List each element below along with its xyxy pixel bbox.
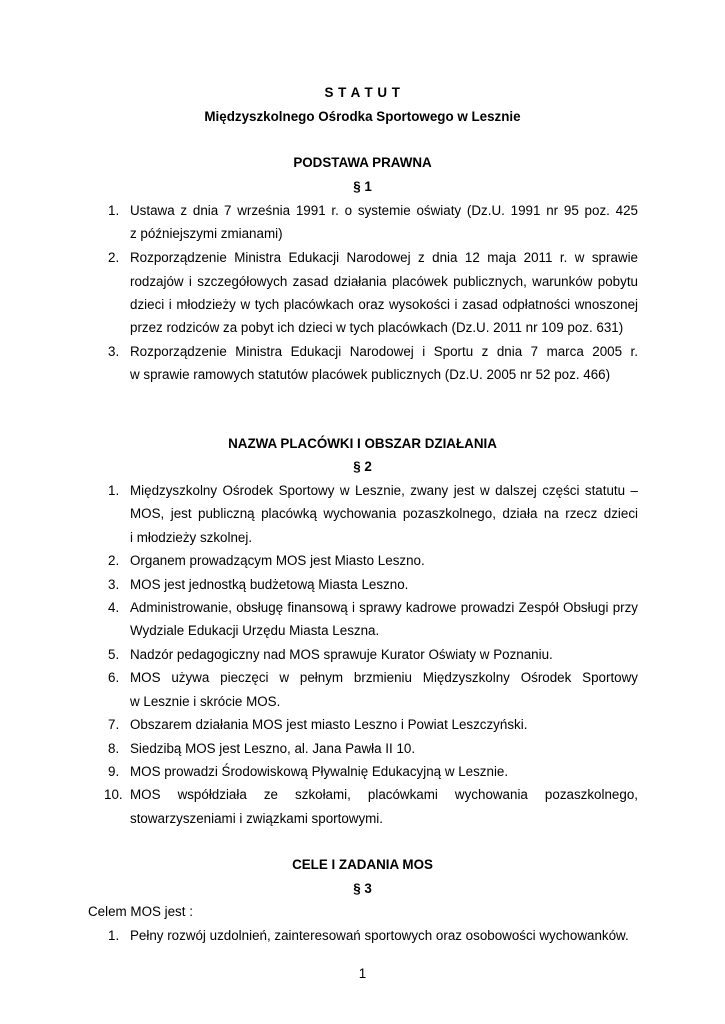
list-item-number: 1. [108, 928, 120, 943]
list-item-number: 1. [108, 203, 120, 218]
list-item-line: i młodzieży szkolnej. [130, 530, 253, 545]
list-item-number: 7. [108, 717, 120, 732]
paragraph-number: § 2 [353, 459, 372, 474]
document-subtitle: Międzyszkolnego Ośrodka Sportowego w Lesznie [204, 109, 521, 124]
list-item-line: MOS jest jednostką budżetową Miasta Leszno. [130, 577, 409, 592]
list-item-line: Siedzibą MOS jest Leszno, al. Jana Pawła II 10. [130, 741, 416, 756]
list-item-line: Organem prowadzącym MOS jest Miasto Leszno. [130, 553, 425, 568]
list-item-line: Międzyszkolny Ośrodek Sportowy w Lesznie, zwany jest w dalszej części statutu – [130, 483, 638, 498]
section-heading: CELE I ZADANIA MOS [292, 857, 433, 872]
list-item-line: Administrowanie, obsługę finansową i sprawy kadrowe prowadzi Zespół Obsługi przy [130, 600, 638, 615]
list-item-line: Ustawa z dnia 7 września 1991 r. o systemie oświaty (Dz.U. 1991 nr 95 poz. 425 [130, 203, 638, 218]
list-item-number: 4. [108, 600, 120, 615]
list-item-number: 3. [108, 344, 120, 359]
list-item-number: 2. [108, 250, 120, 265]
section-heading: PODSTAWA PRAWNA [293, 155, 432, 170]
list-item-line: Nadzór pedagogiczny nad MOS sprawuje Kurator Oświaty w Poznaniu. [130, 647, 553, 662]
document-title: S T A T U T [324, 85, 401, 100]
list-item-line: w sprawie ramowych statutów placówek publicznych (Dz.U. 2005 nr 52 poz. 466) [130, 367, 611, 382]
list-item-line: Wydziale Edukacji Urzędu Miasta Leszna. [130, 623, 380, 638]
list-item-line: MOS, jest publiczną placówką wychowania pozaszkolnego, działa na rzecz dzieci [130, 506, 638, 521]
list-item-line: MOS używa pieczęci w pełnym brzmieniu Międzyszkolny Ośrodek Sportowy [130, 670, 638, 685]
list-item-line: Rozporządzenie Ministra Edukacji Narodowej i Sportu z dnia 7 marca 2005 r. [130, 344, 638, 359]
section-heading: NAZWA PLACÓWKI I OBSZAR DZIAŁANIA [228, 436, 497, 451]
paragraph-number: § 3 [353, 881, 372, 896]
list-item-line: stowarzyszeniami i związkami sportowymi. [130, 811, 383, 826]
list-item-line: z późniejszymi zmianami) [130, 226, 283, 241]
page-number: 1 [358, 966, 367, 981]
list-item-line: MOS prowadzi Środowiskową Pływalnię Edukacyjną w Lesznie. [130, 764, 509, 779]
list-item-number: 6. [108, 670, 120, 685]
paragraph-number: § 1 [353, 179, 372, 194]
list-item-number: 10. [104, 787, 123, 802]
list-item-line: dzieci i młodzieży w tych placówkach oraz wysokości i zasad odpłatności wnoszonej [130, 297, 638, 312]
list-item-number: 5. [108, 647, 120, 662]
list-item-number: 9. [108, 764, 120, 779]
list-item-number: 8. [108, 741, 120, 756]
section-intro: Celem MOS jest : [88, 904, 193, 919]
list-item-line: MOS współdziała ze szkołami, placówkami wychowania pozaszkolnego, [130, 787, 638, 802]
list-item-line: przez rodziców za pobyt ich dzieci w tych placówkach (Dz.U. 2011 nr 109 poz. 631) [130, 320, 624, 335]
list-item-line: rodzajów i szczegółowych zasad działania placówek publicznych, warunków pobytu [130, 274, 638, 289]
list-item-line: Rozporządzenie Ministra Edukacji Narodowej z dnia 12 maja 2011 r. w sprawie [130, 250, 638, 265]
list-item-number: 2. [108, 553, 120, 568]
list-item-number: 1. [108, 483, 120, 498]
list-item-line: w Lesznie i skrócie MOS. [130, 694, 281, 709]
list-item-number: 3. [108, 577, 120, 592]
list-item-line: Obszarem działania MOS jest miasto Leszno i Powiat Leszczyński. [130, 717, 528, 732]
list-item-line: Pełny rozwój uzdolnień, zainteresowań sportowych oraz osobowości wychowanków. [130, 928, 629, 943]
